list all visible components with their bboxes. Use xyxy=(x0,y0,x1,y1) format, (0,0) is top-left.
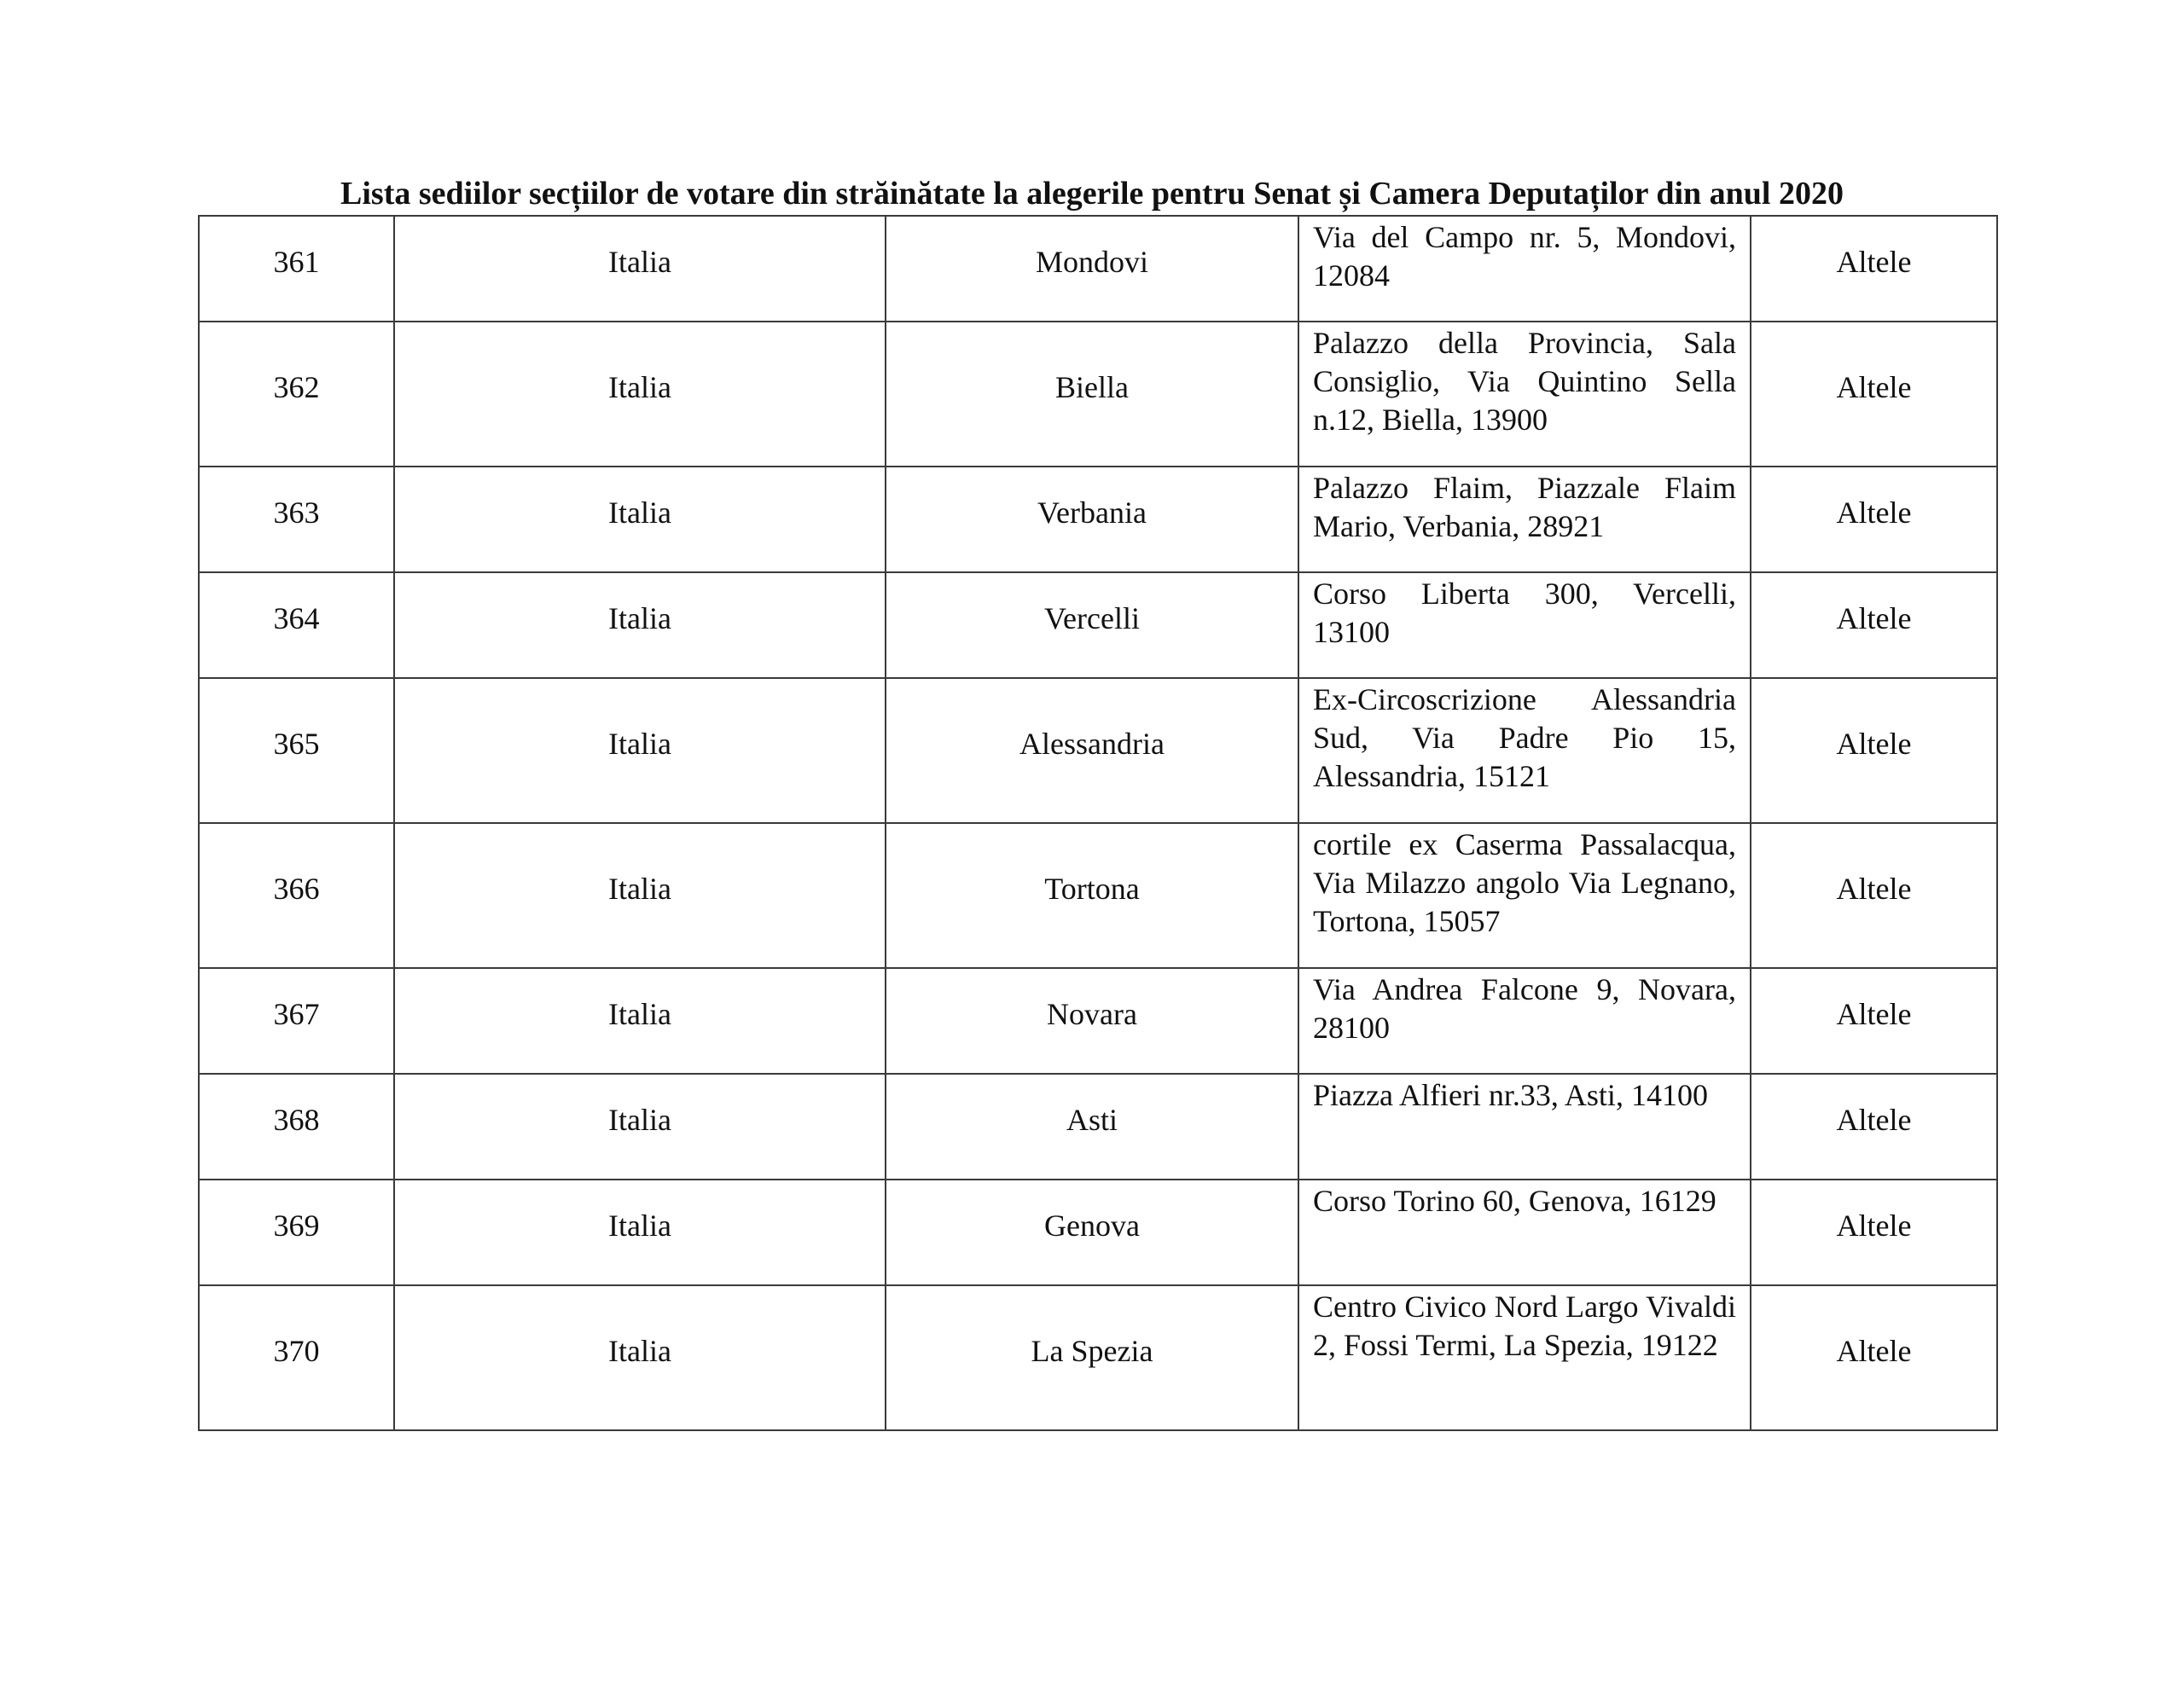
station-type: Altele xyxy=(1836,244,1912,279)
country-cell xyxy=(394,1074,886,1180)
type-cell xyxy=(1751,968,1997,1074)
country-cell xyxy=(394,467,886,572)
station-number-cell xyxy=(199,322,394,467)
table-row xyxy=(199,678,1997,823)
city: Tortona xyxy=(1044,871,1140,906)
country: Italia xyxy=(608,1102,671,1137)
country-cell xyxy=(394,322,886,467)
city-cell xyxy=(886,216,1298,322)
city-cell xyxy=(886,572,1298,678)
station-type: Altele xyxy=(1836,1208,1912,1243)
station-number-cell xyxy=(199,968,394,1074)
station-number: 367 xyxy=(273,996,320,1031)
table-row xyxy=(199,467,1997,572)
table-row xyxy=(199,968,1997,1074)
table-row xyxy=(199,216,1997,322)
address: cortile ex Caserma Passalacqua, Via Milazzo angolo Via Legnano, Tortona, 15057 xyxy=(1298,823,1751,968)
city: Biella xyxy=(1055,369,1129,404)
country: Italia xyxy=(608,1208,671,1243)
city-cell xyxy=(886,1285,1298,1430)
document-title: Lista sediilor secțiilor de votare din străinătate la alegerile pentru Senat și Camera Deputaților din anul 2020 xyxy=(340,176,1844,212)
address: Palazzo della Provincia, Sala Consiglio, Via Quintino Sella n.12, Biella, 13900 xyxy=(1298,322,1751,467)
station-number: 361 xyxy=(273,244,320,279)
city-cell xyxy=(886,322,1298,467)
station-number: 369 xyxy=(273,1208,320,1243)
station-type: Altele xyxy=(1836,1333,1912,1368)
address: Piazza Alfieri nr.33, Asti, 14100 xyxy=(1298,1074,1751,1180)
station-type: Altele xyxy=(1836,369,1912,404)
country: Italia xyxy=(608,369,671,404)
type-cell xyxy=(1751,322,1997,467)
country-cell xyxy=(394,1180,886,1285)
table-row xyxy=(199,1074,1997,1180)
table-row xyxy=(199,1180,1997,1285)
type-cell xyxy=(1751,216,1997,322)
country: Italia xyxy=(608,244,671,279)
country-cell xyxy=(394,1285,886,1430)
city: Alessandria xyxy=(1019,726,1165,761)
type-cell xyxy=(1751,467,1997,572)
address: Palazzo Flaim, Piazzale Flaim Mario, Verbania, 28921 xyxy=(1298,467,1751,572)
station-number-cell xyxy=(199,1074,394,1180)
station-number: 368 xyxy=(273,1102,320,1137)
polling-stations-table xyxy=(198,215,1998,1431)
city: Verbania xyxy=(1037,495,1147,530)
city: Mondovi xyxy=(1035,244,1148,279)
city: Novara xyxy=(1047,996,1137,1031)
station-number-cell xyxy=(199,572,394,678)
country: Italia xyxy=(608,495,671,530)
city: La Spezia xyxy=(1031,1333,1153,1368)
type-cell xyxy=(1751,678,1997,823)
country-cell xyxy=(394,572,886,678)
table-row xyxy=(199,1285,1997,1430)
station-type: Altele xyxy=(1836,871,1912,906)
country-cell xyxy=(394,968,886,1074)
station-number-cell xyxy=(199,216,394,322)
station-number: 370 xyxy=(273,1333,320,1368)
type-cell xyxy=(1751,1285,1997,1430)
station-number: 365 xyxy=(273,726,320,761)
table-row xyxy=(199,322,1997,467)
city: Genova xyxy=(1044,1208,1140,1243)
station-number: 363 xyxy=(273,495,320,530)
country-cell xyxy=(394,216,886,322)
table-row xyxy=(199,823,1997,968)
city: Asti xyxy=(1066,1102,1118,1137)
address: Corso Torino 60, Genova, 16129 xyxy=(1298,1180,1751,1285)
station-number-cell xyxy=(199,467,394,572)
country: Italia xyxy=(608,996,671,1031)
station-type: Altele xyxy=(1836,996,1912,1031)
station-type: Altele xyxy=(1836,726,1912,761)
type-cell xyxy=(1751,1074,1997,1180)
station-number: 366 xyxy=(273,871,320,906)
type-cell xyxy=(1751,572,1997,678)
type-cell xyxy=(1751,823,1997,968)
country-cell xyxy=(394,678,886,823)
address: Corso Liberta 300, Vercelli, 13100 xyxy=(1298,572,1751,678)
country: Italia xyxy=(608,871,671,906)
city-cell xyxy=(886,1074,1298,1180)
station-type: Altele xyxy=(1836,1102,1912,1137)
station-number-cell xyxy=(199,1285,394,1430)
city-cell xyxy=(886,678,1298,823)
address: Centro Civico Nord Largo Vivaldi 2, Fossi Termi, La Spezia, 19122 xyxy=(1298,1285,1751,1430)
station-number: 364 xyxy=(273,600,320,635)
address: Via Andrea Falcone 9, Novara, 28100 xyxy=(1298,968,1751,1074)
station-number-cell xyxy=(199,678,394,823)
country: Italia xyxy=(608,600,671,635)
address: Via del Campo nr. 5, Mondovi, 12084 xyxy=(1298,216,1751,322)
city-cell xyxy=(886,823,1298,968)
city-cell xyxy=(886,1180,1298,1285)
station-number-cell xyxy=(199,1180,394,1285)
country-cell xyxy=(394,823,886,968)
city: Vercelli xyxy=(1044,600,1140,635)
station-number: 362 xyxy=(273,369,320,404)
city-cell xyxy=(886,968,1298,1074)
type-cell xyxy=(1751,1180,1997,1285)
country: Italia xyxy=(608,726,671,761)
country: Italia xyxy=(608,1333,671,1368)
station-type: Altele xyxy=(1836,495,1912,530)
station-type: Altele xyxy=(1836,600,1912,635)
address: Ex-Circoscrizione Alessandria Sud, Via Padre Pio 15, Alessandria, 15121 xyxy=(1298,678,1751,823)
table-row xyxy=(199,572,1997,678)
station-number-cell xyxy=(199,823,394,968)
city-cell xyxy=(886,467,1298,572)
